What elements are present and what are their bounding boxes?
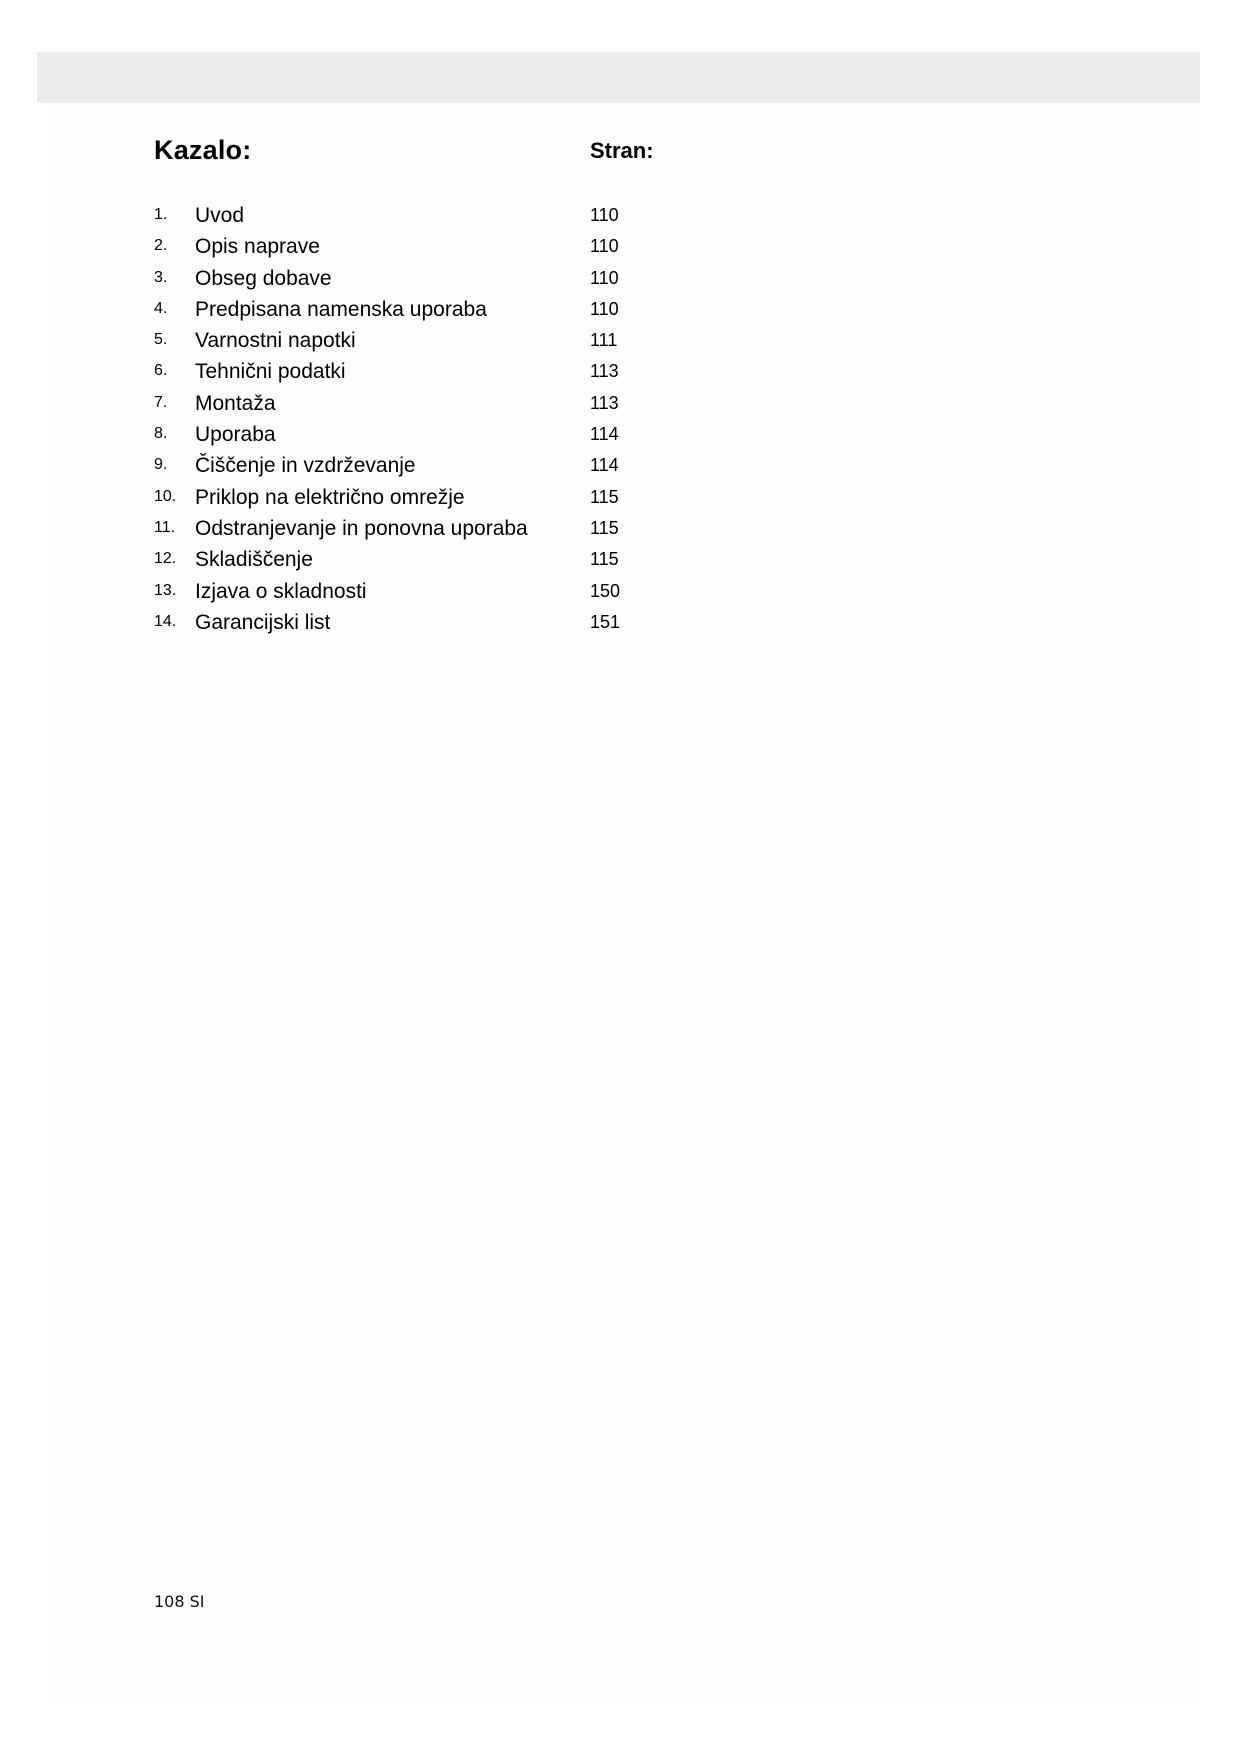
toc-item-page: 110 — [590, 267, 619, 288]
toc-item-title: Tehnični podatki — [195, 360, 346, 384]
toc-item-page: 110 — [590, 298, 619, 319]
toc-item-title: Predpisana namenska uporaba — [195, 297, 487, 321]
toc-item-title: Uporaba — [195, 423, 276, 447]
toc-item-page: 115 — [590, 486, 619, 507]
toc-heading: Kazalo: — [154, 135, 252, 165]
toc-item-page: 114 — [590, 455, 619, 476]
toc-item[interactable] — [154, 265, 714, 296]
toc-item-number: 10. — [154, 487, 177, 505]
toc-item[interactable] — [154, 358, 714, 389]
toc-item-title: Montaža — [195, 391, 276, 415]
toc-item[interactable] — [154, 233, 714, 264]
toc-item-title: Varnostni napotki — [195, 329, 356, 353]
toc-item-title: Odstranjevanje in ponovna uporaba — [195, 516, 528, 540]
toc-item-page: 110 — [590, 205, 619, 225]
toc-item[interactable] — [154, 296, 714, 327]
toc-item-page: 150 — [590, 580, 621, 601]
toc-item[interactable] — [154, 390, 714, 421]
toc-item[interactable] — [154, 546, 714, 577]
toc-item-title: Čiščenje in vzdrževanje — [195, 454, 416, 478]
toc-item[interactable] — [154, 202, 714, 233]
toc-item[interactable] — [154, 327, 714, 358]
toc-item-number: 3. — [154, 268, 168, 286]
toc-item-number: 7. — [154, 393, 168, 411]
toc-item-number: 11. — [154, 518, 176, 536]
toc-item-number: 1. — [154, 206, 168, 223]
toc-item-number: 5. — [154, 331, 168, 349]
page-column-heading: Stran: — [590, 138, 654, 163]
toc-item[interactable] — [154, 421, 714, 452]
toc-item-number: 13. — [154, 581, 177, 599]
toc-item-page: 114 — [590, 424, 619, 445]
toc-item[interactable] — [154, 515, 714, 546]
toc-item-page: 113 — [590, 361, 619, 382]
toc-item-number: 4. — [154, 299, 168, 317]
toc-item[interactable] — [154, 484, 714, 515]
toc-item[interactable] — [154, 452, 714, 483]
toc-item-number: 6. — [154, 362, 168, 380]
toc-item-number: 2. — [154, 237, 168, 255]
toc-item-title: Uvod — [195, 204, 245, 227]
toc-item[interactable] — [154, 578, 714, 609]
toc-item-page: 113 — [590, 392, 619, 413]
toc-list — [154, 202, 714, 640]
toc-item-title: Priklop na električno omrežje — [195, 485, 465, 509]
toc-item-page: 111 — [590, 330, 618, 351]
toc-item-title: Garancijski list — [195, 610, 331, 634]
toc-item-number: 8. — [154, 425, 168, 443]
toc-item-title: Skladiščenje — [195, 548, 313, 572]
toc-item-title: Opis naprave — [195, 235, 320, 259]
top-band — [37, 52, 1200, 103]
toc-item-title: Izjava o skladnosti — [195, 579, 367, 603]
toc-item-number: 12. — [154, 550, 177, 568]
toc-item-page: 110 — [590, 236, 619, 257]
toc-item-page: 151 — [590, 611, 621, 632]
toc-item-page: 115 — [590, 549, 619, 570]
toc-item-page: 115 — [590, 517, 619, 538]
toc-item[interactable] — [154, 609, 714, 640]
toc-item-number: 9. — [154, 456, 168, 474]
toc-item-number: 14. — [154, 612, 177, 630]
footer-page-number: 108 SI — [154, 1592, 205, 1611]
toc-item-title: Obseg dobave — [195, 266, 332, 290]
